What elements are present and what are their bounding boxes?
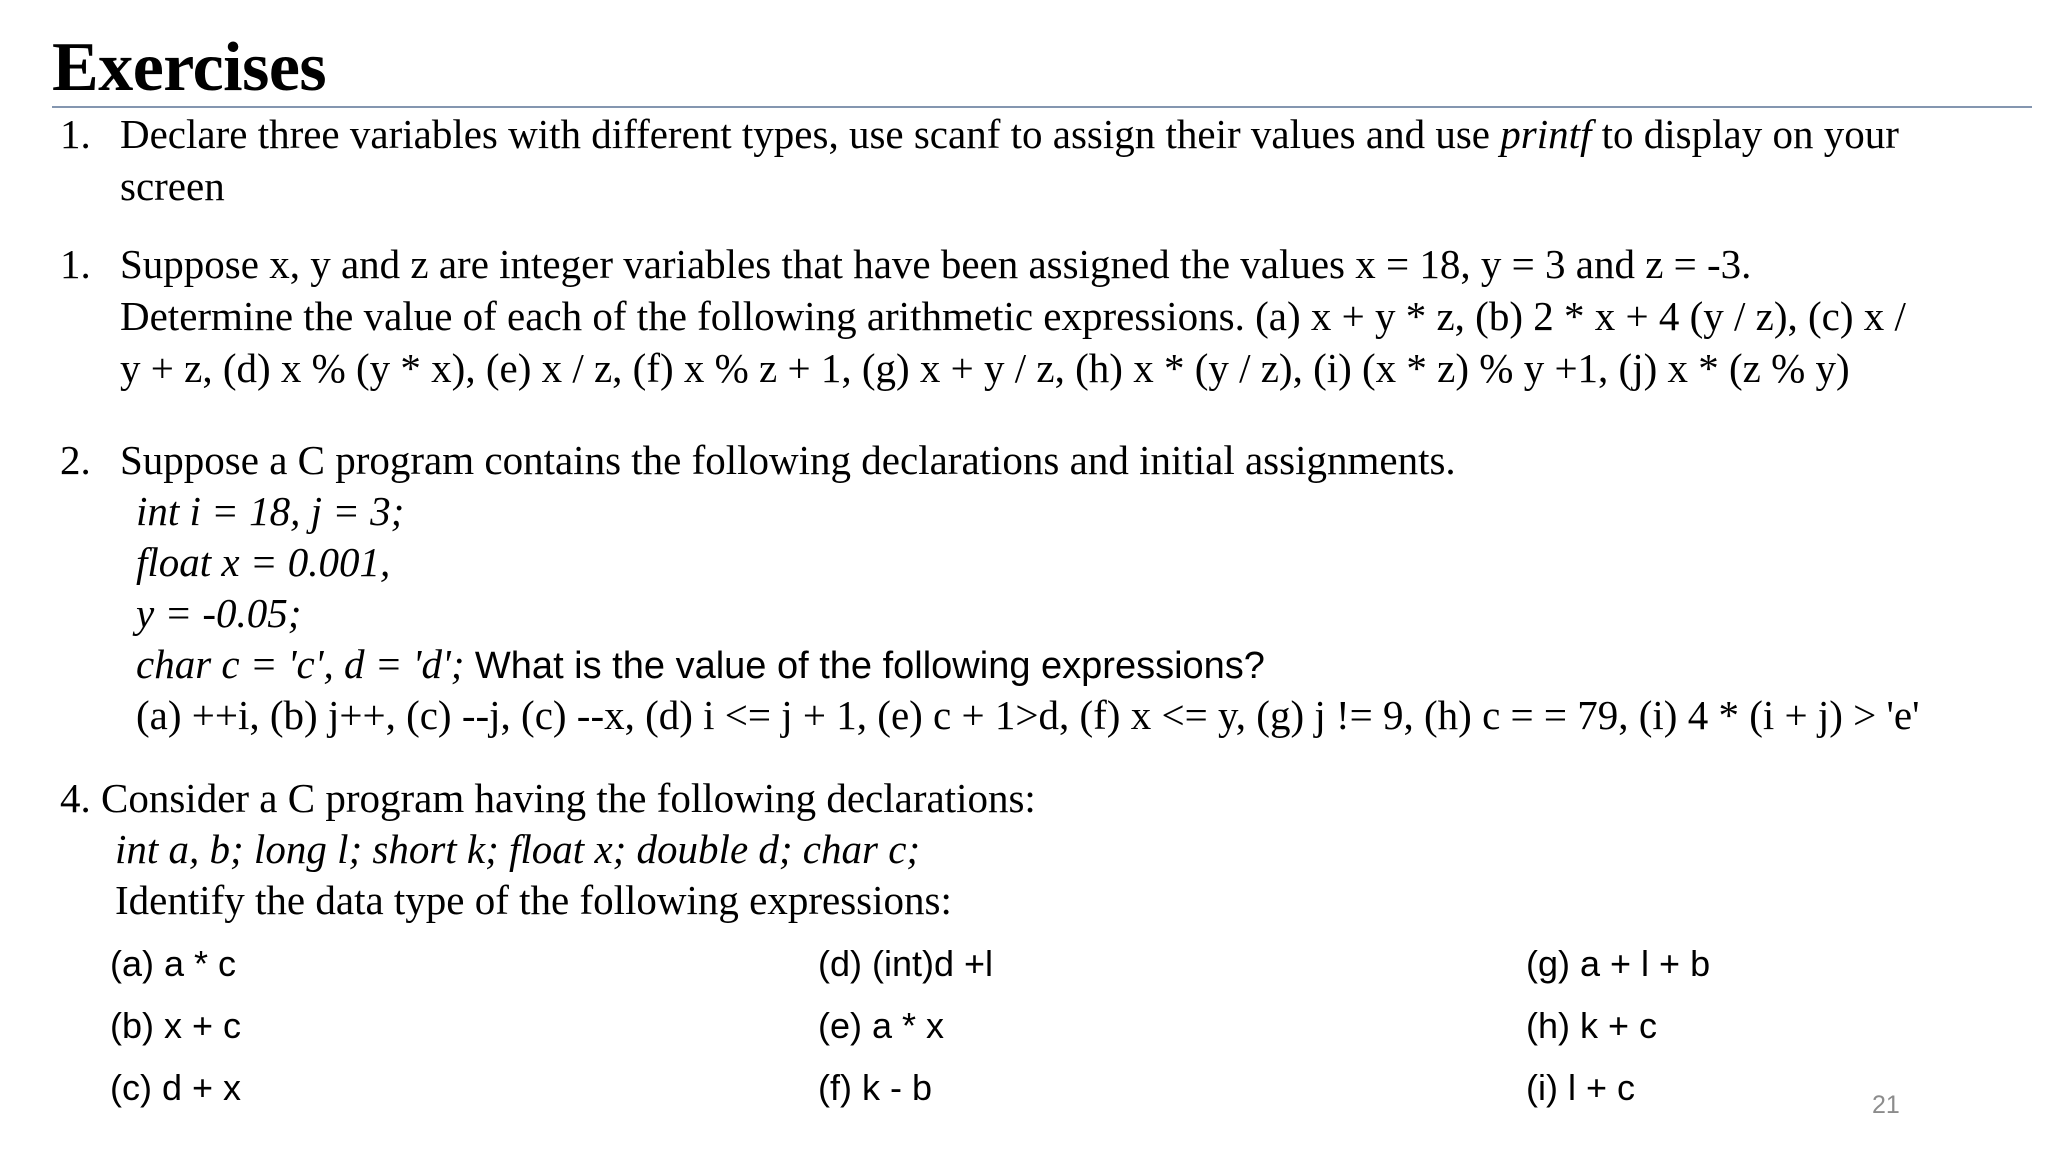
option-h: (h) k + c <box>1526 1005 1658 1046</box>
exercise-2-line-1: Suppose x, y and z are integer variables that have been assigned the values x = 18, y = 3 and z = -3. <box>120 241 1752 287</box>
exercise-2-line-2: Determine the value of each of the following arithmetic expressions. (a) x + y * z, (b) 2 * x + 4 (y / z), (c) x / <box>120 293 1906 339</box>
option-b: (b) x + c <box>110 1005 242 1046</box>
exercise-1-line-2: screen <box>120 163 225 209</box>
exercise-3-question: What is the value of the following expressions? <box>464 645 1265 687</box>
exercise-4-declarations: int a, b; long l; short k; float x; double d; char c; <box>115 826 921 872</box>
exercise-1-number: 1. <box>60 111 91 157</box>
code-line-4 <box>136 638 1265 692</box>
option-e: (e) a * x <box>818 1005 945 1046</box>
option-d: (d) (int)d +l <box>818 943 994 984</box>
exercise-3-line-1: Suppose a C program contains the following declarations and initial assignments. <box>120 437 1456 483</box>
exercise-3-number: 2. <box>60 437 91 483</box>
option-i: (i) l + c <box>1526 1067 1636 1108</box>
option-g: (g) a + l + b <box>1526 943 1711 984</box>
exercise-3 <box>60 434 2020 764</box>
exercise-4 <box>60 772 2020 932</box>
code-line-2: float x = 0.001, <box>136 539 391 585</box>
exercise-1-text-after: to display on your <box>1591 111 1899 157</box>
slide-title: Exercises <box>52 29 327 106</box>
exercise-2-line-3: y + z, (d) x % (y * x), (e) x / z, (f) x % z + 1, (g) x + y / z, (h) x * (y / z), (i) (x * z) % y +1, (j) x * (z % y) <box>120 345 1850 391</box>
option-c: (c) d + x <box>110 1067 242 1108</box>
code-line-3: y = -0.05; <box>136 590 302 636</box>
exercise-1-text-before: Declare three variables with different types, use scanf to assign their values and use <box>120 111 1501 157</box>
exercise-4-line-3: Identify the data type of the following expressions: <box>115 877 952 923</box>
code-line-1: int i = 18, j = 3; <box>136 488 405 534</box>
page-number: 21 <box>1872 1091 1900 1119</box>
exercise-3-expressions: (a) ++i, (b) j++, (c) --j, (c) --x, (d) i <= j + 1, (e) c + 1>d, (f) x <= y, (g) j != 9, (h) c = = 79, (i) 4 * (i + j) > 'e' <box>136 692 1920 738</box>
exercise-2-number: 1. <box>60 241 91 287</box>
exercise-1 <box>60 108 2020 218</box>
char-declaration: char c = 'c', d = 'd'; <box>136 641 465 687</box>
exercise-2 <box>60 238 2020 398</box>
exercise-4-line-1: 4. Consider a C program having the following declarations: <box>60 775 1036 821</box>
option-f: (f) k - b <box>818 1067 932 1108</box>
printf-term: printf <box>1500 111 1592 157</box>
exercise-1-line-1 <box>120 108 1899 160</box>
option-a: (a) a * c <box>110 943 237 984</box>
